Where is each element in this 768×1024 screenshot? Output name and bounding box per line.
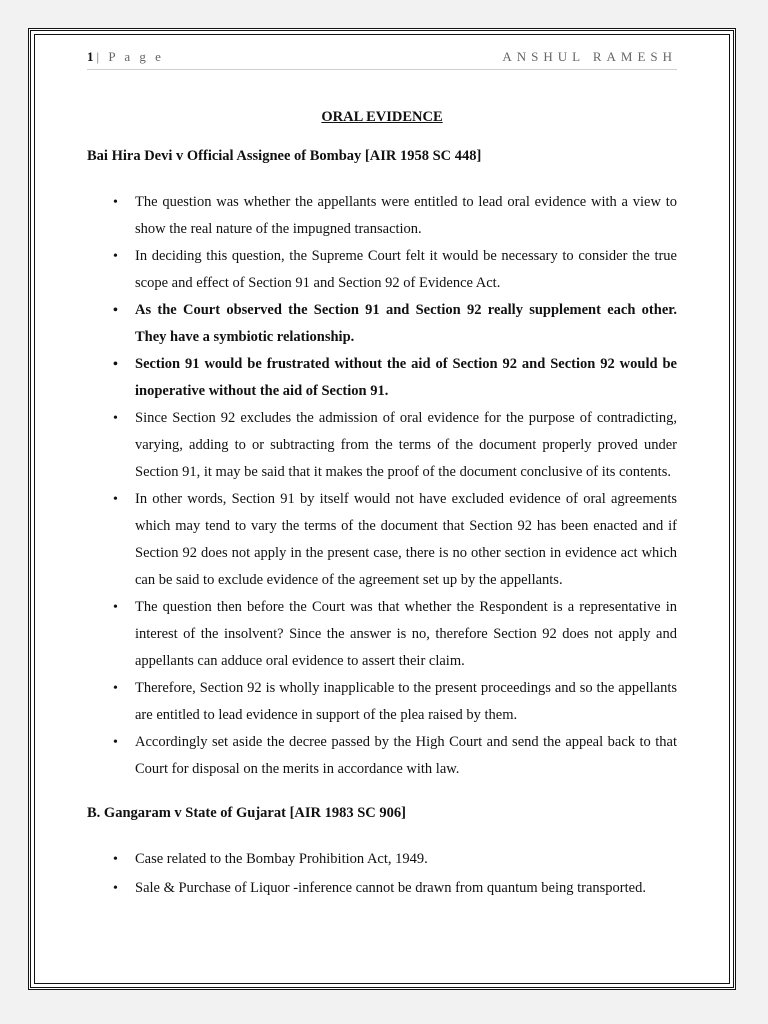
point-text: In deciding this question, the Supreme Court felt it would be necessary to consider the true scope and effect of Section 91 and Section 92 of Evidence Act.: [135, 248, 677, 291]
point-text: Since Section 92 excludes the admission of oral evidence for the purpose of contradicting, varying, adding to or subtracting from the terms of the document properly proved under Section 91, it may be said that it makes the proof of the document conclusive of its contents.: [135, 410, 677, 480]
bullet-icon: •: [113, 303, 118, 318]
bullet-icon: •: [113, 600, 118, 615]
list-item: [87, 846, 677, 873]
list-item: [87, 594, 677, 675]
list-item: [87, 189, 677, 243]
list-item: [87, 243, 677, 297]
document-title: ORAL EVIDENCE: [321, 109, 443, 125]
document-body: [87, 109, 677, 924]
list-item: [87, 875, 677, 902]
list-item: [87, 486, 677, 594]
page-label: | P a g e: [96, 49, 164, 64]
bullet-icon: •: [113, 249, 118, 264]
document-page: [28, 28, 736, 990]
bullet-icon: •: [113, 411, 118, 426]
bullet-icon: •: [113, 681, 118, 696]
point-text: The question was whether the appellants were entitled to lead oral evidence with a view to show the real nature of the impugned transaction.: [135, 194, 677, 237]
page-number-label: [87, 49, 164, 65]
list-item: [87, 351, 677, 405]
page-header: [87, 45, 677, 70]
bullet-icon: •: [113, 492, 118, 507]
list-item: [87, 405, 677, 486]
bullet-icon: •: [113, 881, 118, 896]
bullet-icon: •: [113, 852, 118, 867]
point-text: Section 91 would be frustrated without the aid of Section 92 and Section 92 would be inoperative without the aid of Section 91.: [135, 356, 677, 399]
list-item: [87, 729, 677, 783]
bullet-icon: •: [113, 735, 118, 750]
case-heading: Bai Hira Devi v Official Assignee of Bombay [AIR 1958 SC 448]: [87, 148, 482, 164]
list-item: [87, 675, 677, 729]
case-heading: B. Gangaram v State of Gujarat [AIR 1983 SC 906]: [87, 805, 406, 821]
author-name: ANSHUL RAMESH: [502, 49, 677, 64]
point-text: Case related to the Bombay Prohibition Act, 1949.: [135, 851, 428, 867]
point-text: Therefore, Section 92 is wholly inapplicable to the present proceedings and so the appellants are entitled to lead evidence in support of the plea raised by them.: [135, 680, 677, 723]
case-points-list: [87, 846, 677, 902]
bullet-icon: •: [113, 195, 118, 210]
bullet-icon: •: [113, 357, 118, 372]
point-text: The question then before the Court was that whether the Respondent is a representative in interest of the insolvent? Since the answer is no, therefore Section 92 does not apply and appellants can adduce oral evidence to assert their claim.: [135, 599, 677, 669]
page-number: 1: [87, 49, 97, 64]
list-item: [87, 297, 677, 351]
case-points-list: [87, 189, 677, 783]
point-text: Sale & Purchase of Liquor -inference cannot be drawn from quantum being transported.: [135, 880, 646, 896]
point-text: In other words, Section 91 by itself would not have excluded evidence of oral agreements which may tend to vary the terms of the document that Section 92 has been enacted and if Section 92 does not apply in the present case, there is no other section in evidence act which can be said to exclude evidence of the agreement set up by the appellants.: [135, 491, 677, 588]
point-text: Accordingly set aside the decree passed by the High Court and send the appeal back to that Court for disposal on the merits in accordance with law.: [135, 734, 677, 777]
point-text: As the Court observed the Section 91 and Section 92 really supplement each other. They have a symbiotic relationship.: [135, 302, 677, 345]
